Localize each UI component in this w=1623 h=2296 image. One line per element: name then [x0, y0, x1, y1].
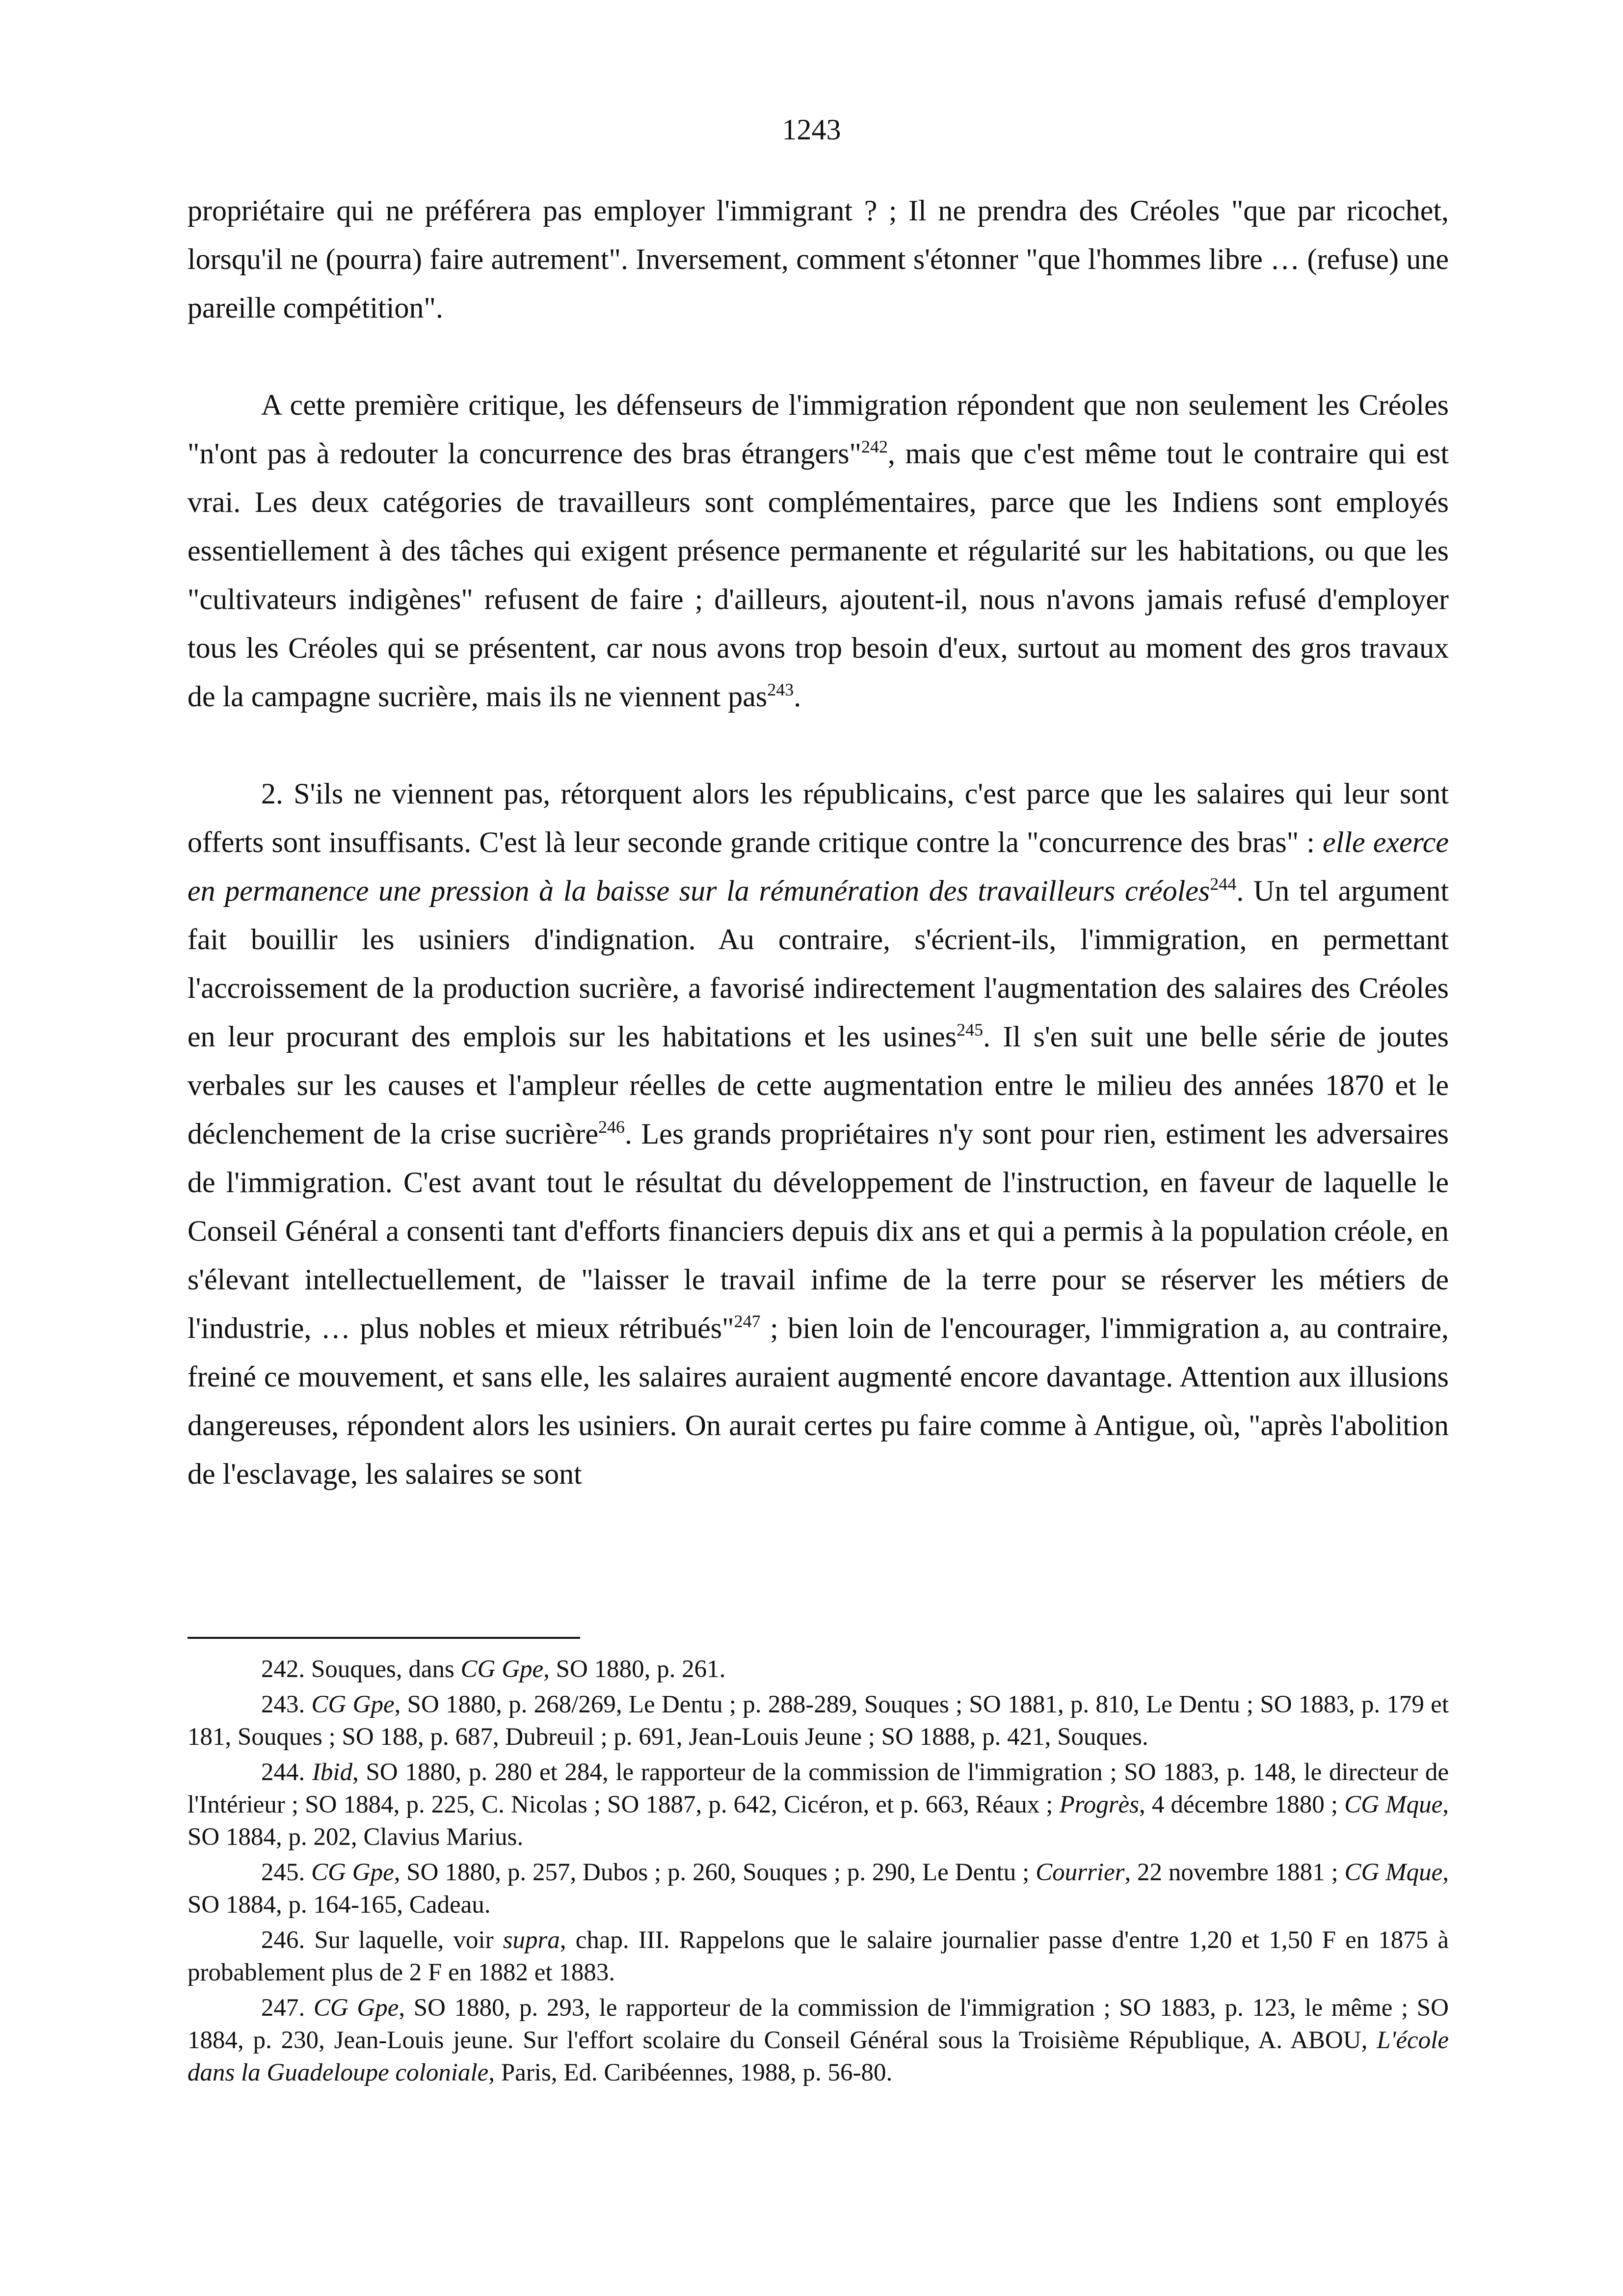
- footnote-ref-245[interactable]: 245: [957, 1020, 984, 1040]
- paragraph-2-text-a: A cette première critique, les défenseurs de l'immigration répondent que non seulement les Créoles "n'ont pas à redouter la concurrence des bras étrangers": [187, 389, 1449, 470]
- footnote-text: , 22 novembre 1881 ;: [1124, 1859, 1345, 1886]
- footnote-text: , SO 1880, p. 261.: [543, 1655, 726, 1683]
- footnote-text: , SO 1880, p. 280 et 284, le rapporteur de la commission de l'immigration ; SO 1883, p. 148, le directeur de l'Intérieur ; SO 1884, p. 225, C. Nicolas ; SO 1887, p. 642, Cicéron, et p. 663, Réaux ;: [187, 1759, 1449, 1818]
- footnote-ref-244[interactable]: 244: [1210, 874, 1237, 894]
- footnote-text: 245.: [261, 1859, 312, 1886]
- footnote-243: [187, 1688, 1449, 1753]
- body-text: [187, 187, 1449, 1498]
- paragraph-1: propriétaire qui ne préférera pas employer l'immigrant ? ; Il ne prendra des Créoles "que par ricochet, lorsqu'il ne (pourra) faire autrement". Inversement, comment s'étonner "que l'hommes libre … (refuse) une pareille compétition".: [187, 194, 1449, 324]
- footnote-source-title: CG Mque: [1344, 1859, 1443, 1886]
- footnote-source-title: CG Gpe: [313, 1994, 399, 2022]
- paragraph-3-text-b: . Un tel argument fait bouillir les usiniers d'indignation. Au contraire, s'écrient-ils, l'immigration, en permettant l'accroissement de la production sucrière, a favorisé indirectement l'augmentation des salaires des Créoles en leur procurant des emplois sur les habitations et les usines: [187, 875, 1449, 1053]
- footnote-242: [187, 1653, 1449, 1685]
- footnote-source-title: L'école dans la Guadeloupe coloniale: [187, 2027, 1449, 2086]
- footnote-source-title: CG Gpe: [311, 1691, 395, 1718]
- footnote-source-title: supra: [503, 1926, 560, 1954]
- footnote-ref-243[interactable]: 243: [767, 680, 794, 699]
- footnote-separator: [187, 1637, 580, 1639]
- paragraph-3-text-a: 2. S'ils ne viennent pas, rétorquent alors les républicains, c'est parce que les salaires qui leur sont offerts sont insuffisants. C'est là leur seconde grande critique contre la "concurrence des bras" :: [187, 777, 1449, 858]
- footnote-245: [187, 1856, 1449, 1921]
- footnote-text: , SO 1884, p. 202, Clavius Marius.: [187, 1791, 1449, 1851]
- footnote-text: , chap. III. Rappelons que le salaire journalier passe d'entre 1,20 et 1,50 F en 1875 à probablement plus de 2 F en 1882 et 1883.: [187, 1926, 1449, 1986]
- footnote-text: 242. Souques, dans: [261, 1655, 461, 1683]
- footnote-text: , SO 1880, p. 293, le rapporteur de la commission de l'immigration ; SO 1883, p. 123, le même ; SO 1884, p. 230, Jean-Louis jeune. Sur l'effort scolaire du Conseil Général sous la Troisième République, A. ABOU,: [187, 1994, 1449, 2054]
- footnote-source-title: Progrès: [1059, 1791, 1140, 1818]
- footnote-text: , SO 1884, p. 164-165, Cadeau.: [187, 1859, 1449, 1919]
- footnote-244: [187, 1756, 1449, 1853]
- paragraph-3-text-d: . Les grands propriétaires n'y sont pour rien, estiment les adversaires de l'immigration. C'est avant tout le résultat du développement de l'instruction, en faveur de laquelle le Conseil Général a consenti tant d'efforts financiers depuis dix ans et qui a permis à la population créole, en s'élevant intellectuellement, de "laisser le travail infime de la terre pour se réserver les métiers de l'industrie, … plus nobles et mieux rétribués": [187, 1118, 1449, 1344]
- page-number: 1243: [782, 113, 841, 146]
- footnote-text: , 4 décembre 1880 ;: [1139, 1791, 1345, 1818]
- paragraph-3-text-c: . Il s'en suit une belle série de joutes verbales sur les causes et l'ampleur réelles de cette augmentation entre le milieu des années 1870 et le déclenchement de la crise sucrière: [187, 1020, 1449, 1150]
- footnote-text: 246. Sur laquelle, voir: [261, 1926, 503, 1954]
- footnote-source-title: CG Mque: [1344, 1791, 1443, 1818]
- footnote-text: , SO 1880, p. 257, Dubos ; p. 260, Souques ; p. 290, Le Dentu ;: [394, 1859, 1036, 1886]
- paragraph-2: [187, 381, 1449, 721]
- footnote-ref-247[interactable]: 247: [734, 1311, 761, 1331]
- footnote-source-title: Ibid: [312, 1759, 353, 1786]
- paragraph-3-emphasis: elle exerce en permanence une pression à la baisse sur la rémunération des travailleurs créoles: [187, 826, 1449, 907]
- footnote-ref-242[interactable]: 242: [861, 437, 888, 456]
- footnote-source-title: Courrier: [1036, 1859, 1125, 1886]
- footnote-source-title: CG Gpe: [460, 1655, 544, 1683]
- paragraph-2-text-b: , mais que c'est même tout le contraire qui est vrai. Les deux catégories de travailleurs sont complémentaires, parce que les Indiens sont employés essentiellement à des tâches qui exigent présence permanente et régularité sur les habitations, ou que les "cultivateurs indigènes" refusent de faire ; d'ailleurs, ajoutent-il, nous n'avons jamais refusé d'employer tous les Créoles qui se présentent, car nous avons trop besoin d'eux, surtout au moment des gros travaux de la campagne sucrière, mais ils ne viennent pas: [187, 437, 1449, 713]
- footnote-text: 247.: [261, 1994, 314, 2022]
- footnote-text: 244.: [261, 1759, 312, 1786]
- footnote-text: , Paris, Ed. Caribéennes, 1988, p. 56-80.: [488, 2059, 893, 2086]
- paragraph-3-text-e: ; bien loin de l'encourager, l'immigration a, au contraire, freiné ce mouvement, et sans elle, les salaires auraient augmenté encore davantage. Attention aux illusions dangereuses, répondent alors les usiniers. On aurait certes pu faire comme à Antigue, où, "après l'abolition de l'esclavage, les salaires se sont: [187, 1312, 1449, 1490]
- paragraph-2-text-c: .: [794, 680, 801, 713]
- footnote-247: [187, 1992, 1449, 2089]
- footnote-246: [187, 1924, 1449, 1989]
- footnote-text: 243.: [261, 1691, 312, 1718]
- footnote-source-title: CG Gpe: [311, 1859, 394, 1886]
- footnote-ref-246[interactable]: 246: [598, 1117, 625, 1137]
- footnote-text: , SO 1880, p. 268/269, Le Dentu ; p. 288-289, Souques ; SO 1881, p. 810, Le Dentu ; SO 1883, p. 179 et 181, Souques ; SO 188, p. 687, Dubreuil ; p. 691, Jean-Louis Jeune ; SO 1888, p. 421, Souques.: [187, 1691, 1449, 1751]
- footnotes: [187, 1653, 1449, 2092]
- paragraph-3: [187, 770, 1449, 1498]
